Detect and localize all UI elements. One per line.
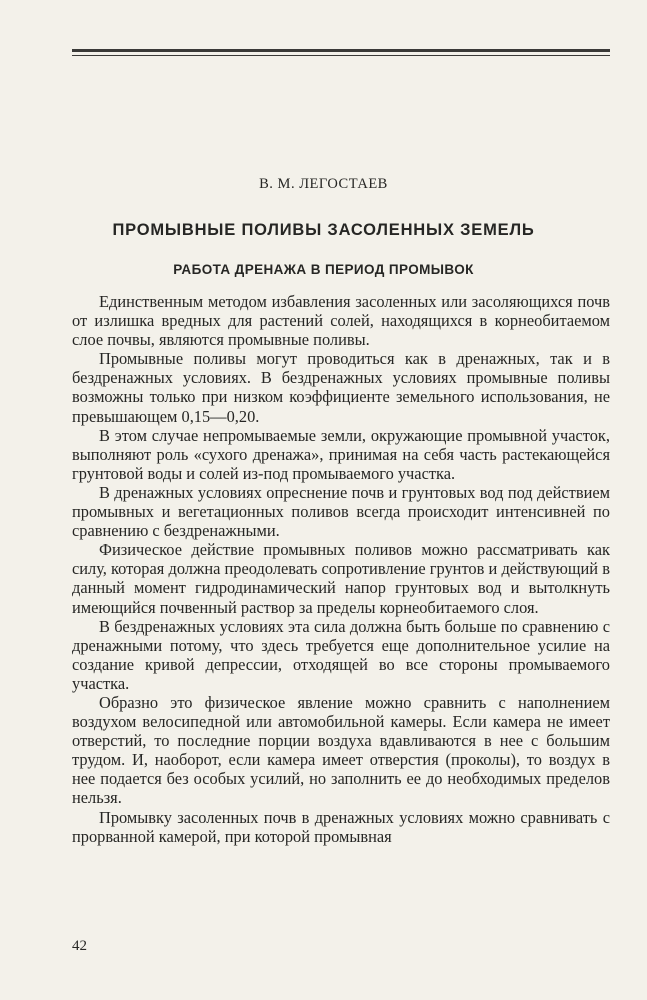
paragraph: В этом случае непромываемые земли, окружающие промывной участок, выполняют роль «сухого дренажа», принимая на себя часть растекающейся грунтовой воды и солей из-под промываемого участка. xyxy=(72,425,610,483)
paragraph: В бездренажных условиях эта сила должна быть больше по сравнению с дренажными потому, что здесь требуется еще дополнительное усилие на создание кривой депрессии, отходящей во все стороны промываемого участка. xyxy=(72,616,610,693)
header-rule-thin xyxy=(72,55,610,56)
paragraph: Единственным методом избавления засоленных или засоляющихся почв от излишка вредных для растений солей, находящихся в корнеобитаемом слое почвы, являются промывные поливы. xyxy=(72,292,610,350)
paragraph: В дренажных условиях опреснение почв и грунтовых вод под действием промывных и вегетационных поливов всегда происходит интенсивней по сравнению с бездренажными. xyxy=(72,482,610,541)
author-name: В. М. ЛЕГОСТАЕВ xyxy=(259,176,388,192)
page-number: 42 xyxy=(72,938,87,954)
section-subtitle: РАБОТА ДРЕНАЖА В ПЕРИОД ПРОМЫВОК xyxy=(173,262,474,277)
paragraph: Промывные поливы могут проводиться как в дренажных, так и в бездренажных условиях. В бездренажных условиях промывные поливы возможны только при низком коэффициенте земельного использования, не превышающем 0,15—0,20. xyxy=(72,349,610,426)
article-body xyxy=(72,292,610,846)
paragraph: Образно это физическое явление можно сравнить с наполнением воздухом велосипедной или автомобильной камеры. Если камера не имеет отверстий, то последние порции воздуха вдавливаются в нее с большим трудом. И, наоборот, если камера имеет отверстия (проколы), то воздух в нее подается без особых усилий, но заполнить ее до необходимых пределов нельзя. xyxy=(72,692,610,808)
paragraph: Физическое действие промывных поливов можно рассматривать как силу, которая должна преодолевать сопротивление грунтов и действующий в данный момент гидродинамический напор грунтовых вод и вытолкнуть имеющийся почвенный раствор за пределы корнеобитаемого слоя. xyxy=(72,540,610,617)
paragraph: Промывку засоленных почв в дренажных условиях можно сравнивать с прорванной камерой, при которой промывная xyxy=(72,807,610,846)
header-rule-thick xyxy=(72,49,610,52)
article-title: ПРОМЫВНЫЕ ПОЛИВЫ ЗАСОЛЕННЫХ ЗЕМЕЛЬ xyxy=(112,221,535,239)
